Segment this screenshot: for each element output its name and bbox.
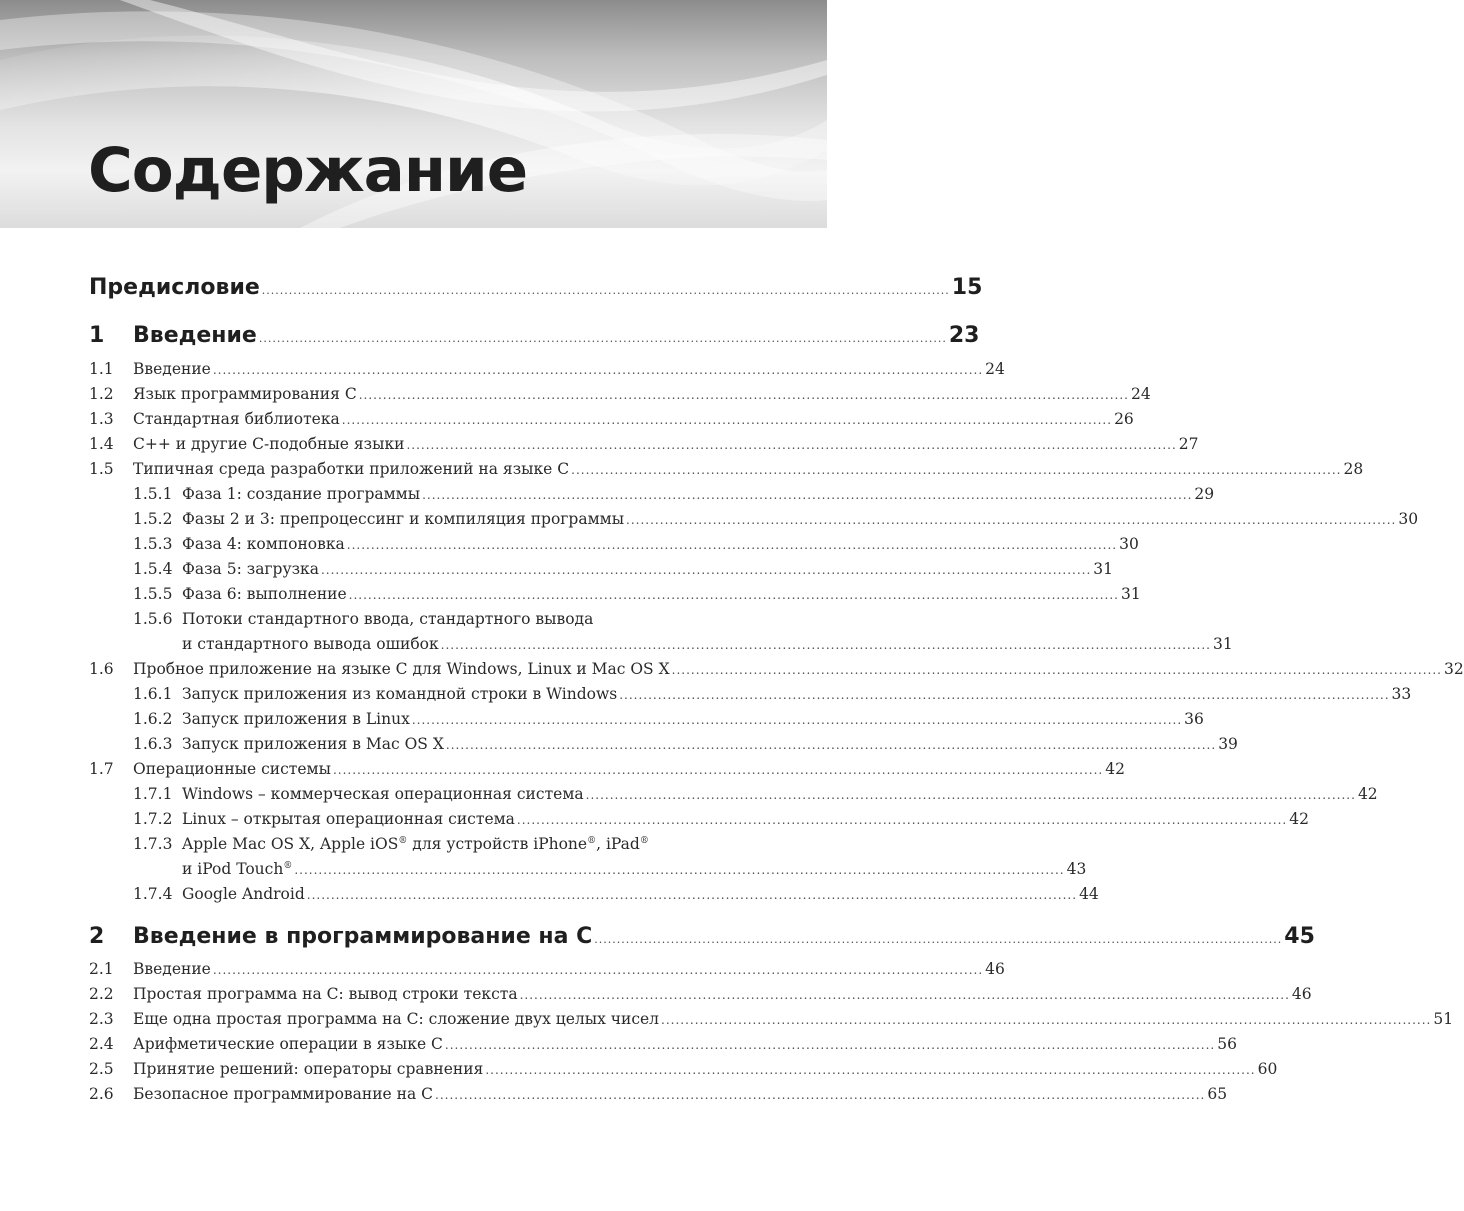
entry-title: Введение bbox=[133, 360, 211, 378]
dot-leader: ................................................................................................................................................................ bbox=[619, 688, 1390, 702]
dot-leader: ......................................................................................................................................................... bbox=[261, 284, 950, 297]
dot-leader: ................................................................................................................................................................ bbox=[341, 413, 1113, 427]
toc-entry-1-5[interactable] bbox=[89, 459, 1364, 480]
page-number: 24 bbox=[985, 360, 1005, 378]
dot-leader: ................................................................................................................................................................ bbox=[406, 438, 1177, 452]
table-of-contents bbox=[89, 0, 1464, 1211]
entry-number: 1.7 bbox=[89, 760, 114, 778]
toc-entry-1-6-2[interactable] bbox=[89, 709, 1204, 730]
entry-title: Простая программа на C: вывод строки текста bbox=[133, 985, 518, 1003]
page-number: 24 bbox=[1131, 385, 1151, 403]
page-number: 27 bbox=[1178, 435, 1199, 453]
entry-title: Запуск приложения из командной строки в Windows bbox=[182, 685, 618, 703]
toc-entry-1-2[interactable] bbox=[89, 384, 1151, 405]
page-number: 31 bbox=[1212, 635, 1233, 653]
dot-leader: ................................................................................................................................................................ bbox=[212, 363, 984, 377]
page-number: 32 bbox=[1443, 660, 1464, 678]
page-number: 15 bbox=[951, 275, 983, 300]
page-number: 28 bbox=[1343, 460, 1364, 478]
entry-title: C++ и другие C-подобные языки bbox=[133, 435, 405, 453]
toc-entry-1-5-3[interactable] bbox=[89, 534, 1139, 555]
page-number: 26 bbox=[1114, 410, 1134, 428]
entry-number: 1.6.2 bbox=[133, 710, 173, 728]
entry-number: 2.5 bbox=[89, 1060, 114, 1078]
entry-number: 2 bbox=[89, 924, 105, 949]
entry-number: 1.5.4 bbox=[133, 560, 173, 578]
toc-entry-1-6-3[interactable] bbox=[89, 734, 1238, 755]
page-number: 30 bbox=[1398, 510, 1419, 528]
toc-entry-2-4[interactable] bbox=[89, 1034, 1237, 1055]
dot-leader: ................................................................................................................................................................ bbox=[671, 663, 1442, 677]
dot-leader: ................................................................................................................................................................ bbox=[411, 713, 1183, 727]
dot-leader: ................................................................................................................................................................ bbox=[444, 1038, 1216, 1052]
entry-title: Арифметические операции в языке C bbox=[133, 1035, 443, 1053]
entry-number: 1.5 bbox=[89, 460, 114, 478]
title-part-c: , iPad bbox=[596, 835, 640, 853]
toc-entry-1-7-3-continued[interactable] bbox=[89, 859, 1087, 880]
page-number: 42 bbox=[1289, 810, 1309, 828]
entry-number: 1.7.4 bbox=[133, 885, 173, 903]
dot-leader: ................................................................................................................................................................ bbox=[422, 488, 1193, 502]
entry-number: 1.6.3 bbox=[133, 735, 173, 753]
page-number: 42 bbox=[1357, 785, 1378, 803]
dot-leader: ................................................................................................................................................................ bbox=[516, 813, 1288, 827]
toc-entry-1-7-3[interactable] bbox=[89, 834, 737, 854]
entry-number: 1.5.6 bbox=[133, 610, 173, 628]
entry-title: Пробное приложение на языке C для Windows, Linux и Mac OS X bbox=[133, 660, 670, 678]
entry-number: 1.5.2 bbox=[133, 510, 173, 528]
entry-number: 1.6 bbox=[89, 660, 114, 678]
dot-leader: ......................................................................................................................................................... bbox=[594, 933, 1283, 946]
entry-number: 2.3 bbox=[89, 1010, 114, 1028]
title-part-a: Apple Mac OS X, Apple iOS bbox=[182, 835, 399, 853]
entry-number: 1.5.1 bbox=[133, 485, 173, 503]
entry-title: Предисловие bbox=[89, 275, 260, 300]
entry-title: Linux – открытая операционная система bbox=[182, 810, 515, 828]
dot-leader: ................................................................................................................................................................ bbox=[519, 988, 1290, 1002]
toc-entry-2-6[interactable] bbox=[89, 1084, 1228, 1105]
page-number: 65 bbox=[1207, 1085, 1228, 1103]
page-number: 31 bbox=[1093, 560, 1114, 578]
dot-leader: ................................................................................................................................................................ bbox=[346, 538, 1118, 552]
entry-number: 2.2 bbox=[89, 985, 114, 1003]
toc-entry-1-5-6-continued[interactable] bbox=[89, 634, 1233, 655]
dot-leader: ......................................................................................................................................................... bbox=[258, 332, 947, 345]
dot-leader: ................................................................................................................................................................ bbox=[585, 788, 1356, 802]
toc-entry-2-1[interactable] bbox=[89, 959, 1005, 980]
entry-title: Фаза 5: загрузка bbox=[182, 560, 319, 578]
entry-title: Стандартная библиотека bbox=[133, 410, 340, 428]
entry-number: 1.4 bbox=[89, 435, 114, 453]
title-part-b: для устройств iPhone bbox=[407, 835, 588, 853]
toc-entry-2-3[interactable] bbox=[89, 1009, 1454, 1030]
toc-entry-1-4[interactable] bbox=[89, 434, 1199, 455]
page-title: Содержание bbox=[88, 135, 528, 206]
page-number: 46 bbox=[985, 960, 1005, 978]
toc-entry-preface[interactable] bbox=[89, 273, 983, 306]
toc-entry-1-7-4[interactable] bbox=[89, 884, 1099, 905]
toc-entry-1-5-5[interactable] bbox=[89, 584, 1141, 605]
entry-title: Запуск приложения в Mac OS X bbox=[182, 735, 444, 753]
entry-title: Запуск приложения в Linux bbox=[182, 710, 410, 728]
toc-entry-1-5-1[interactable] bbox=[89, 484, 1215, 505]
toc-entry-1-7-1[interactable] bbox=[89, 784, 1378, 805]
toc-entry-2-2[interactable] bbox=[89, 984, 1312, 1005]
dot-leader: ................................................................................................................................................................ bbox=[294, 863, 1065, 877]
toc-entry-1-5-2[interactable] bbox=[89, 509, 1419, 530]
entry-number: 1.3 bbox=[89, 410, 114, 428]
dot-leader: ................................................................................................................................................................ bbox=[661, 1013, 1432, 1027]
registered-mark: ® bbox=[283, 860, 293, 871]
page-number: 31 bbox=[1120, 585, 1141, 603]
entry-title-line-2: и стандартного вывода ошибок bbox=[182, 635, 439, 653]
dot-leader: ................................................................................................................................................................ bbox=[626, 513, 1397, 527]
dot-leader: ................................................................................................................................................................ bbox=[571, 463, 1342, 477]
toc-entry-chapter-1[interactable] bbox=[89, 321, 980, 354]
page-number: 39 bbox=[1218, 735, 1238, 753]
entry-number: 1.7.3 bbox=[133, 835, 173, 853]
entry-number: 1.5.3 bbox=[133, 535, 173, 553]
entry-number: 1.1 bbox=[89, 360, 114, 378]
entry-number: 2.6 bbox=[89, 1085, 114, 1103]
page-number: 43 bbox=[1066, 860, 1087, 878]
registered-mark: ® bbox=[639, 835, 649, 846]
entry-title-line-1 bbox=[182, 834, 649, 854]
toc-entry-chapter-2[interactable] bbox=[89, 922, 1315, 955]
dot-leader: ................................................................................................................................................................ bbox=[440, 638, 1211, 652]
toc-entry-1-6-1[interactable] bbox=[89, 684, 1412, 705]
dot-leader: ................................................................................................................................................................ bbox=[358, 388, 1129, 402]
page-number: 33 bbox=[1391, 685, 1412, 703]
title-part-d: и iPod Touch bbox=[182, 860, 284, 878]
toc-entry-1-7[interactable] bbox=[89, 759, 1125, 780]
page-number: 23 bbox=[948, 323, 980, 348]
dot-leader: ................................................................................................................................................................ bbox=[306, 888, 1078, 902]
entry-number: 2.4 bbox=[89, 1035, 114, 1053]
toc-entry-1-3[interactable] bbox=[89, 409, 1134, 430]
dot-leader: ................................................................................................................................................................ bbox=[435, 1088, 1206, 1102]
entry-number: 1.5.5 bbox=[133, 585, 173, 603]
entry-title: Безопасное программирование на C bbox=[133, 1085, 434, 1103]
entry-title: Введение bbox=[133, 323, 257, 348]
dot-leader: ................................................................................................................................................................ bbox=[485, 1063, 1256, 1077]
registered-mark: ® bbox=[398, 835, 408, 846]
entry-title: Windows – коммерческая операционная система bbox=[182, 785, 584, 803]
entry-number: 1.6.1 bbox=[133, 685, 173, 703]
entry-number: 1.7.2 bbox=[133, 810, 173, 828]
entry-number: 1.7.1 bbox=[133, 785, 173, 803]
dot-leader: ................................................................................................................................................................ bbox=[212, 963, 984, 977]
page-number: 29 bbox=[1194, 485, 1215, 503]
toc-entry-1-1[interactable] bbox=[89, 359, 1005, 380]
dot-leader: ................................................................................................................................................................ bbox=[320, 563, 1092, 577]
toc-entry-1-5-6[interactable] bbox=[89, 609, 737, 629]
entry-title: Язык программирования C bbox=[133, 385, 357, 403]
page-number: 44 bbox=[1079, 885, 1099, 903]
entry-title: Фаза 1: создание программы bbox=[182, 485, 421, 503]
page-number: 30 bbox=[1119, 535, 1139, 553]
page-number: 36 bbox=[1184, 710, 1204, 728]
toc-entry-2-5[interactable] bbox=[89, 1059, 1278, 1080]
page-number: 56 bbox=[1217, 1035, 1237, 1053]
page-number: 42 bbox=[1105, 760, 1125, 778]
entry-title: Еще одна простая программа на C: сложение двух целых чисел bbox=[133, 1010, 660, 1028]
entry-title-line-2 bbox=[182, 859, 292, 879]
toc-entry-1-5-4[interactable] bbox=[89, 559, 1114, 580]
page-number: 60 bbox=[1257, 1060, 1278, 1078]
entry-number: 1 bbox=[89, 323, 105, 348]
entry-title: Фаза 4: компоновка bbox=[182, 535, 345, 553]
registered-mark: ® bbox=[587, 835, 597, 846]
entry-title: Введение в программирование на C bbox=[133, 924, 593, 949]
entry-number: 1.2 bbox=[89, 385, 114, 403]
entry-title-line-1: Потоки стандартного ввода, стандартного вывода bbox=[182, 610, 594, 628]
page-number: 51 bbox=[1433, 1010, 1454, 1028]
page-number: 45 bbox=[1284, 924, 1315, 949]
toc-entry-1-6[interactable] bbox=[89, 659, 1464, 680]
entry-title: Принятие решений: операторы сравнения bbox=[133, 1060, 484, 1078]
entry-title: Фазы 2 и 3: препроцессинг и компиляция программы bbox=[182, 510, 625, 528]
dot-leader: ................................................................................................................................................................ bbox=[348, 588, 1119, 602]
entry-title: Типичная среда разработки приложений на языке C bbox=[133, 460, 570, 478]
entry-title: Введение bbox=[133, 960, 211, 978]
toc-entry-1-7-2[interactable] bbox=[89, 809, 1309, 830]
dot-leader: ................................................................................................................................................................ bbox=[445, 738, 1217, 752]
entry-number: 2.1 bbox=[89, 960, 114, 978]
entry-title: Google Android bbox=[182, 885, 305, 903]
entry-title: Фаза 6: выполнение bbox=[182, 585, 347, 603]
page-number: 46 bbox=[1291, 985, 1312, 1003]
entry-title: Операционные системы bbox=[133, 760, 331, 778]
dot-leader: ................................................................................................................................................................ bbox=[332, 763, 1104, 777]
